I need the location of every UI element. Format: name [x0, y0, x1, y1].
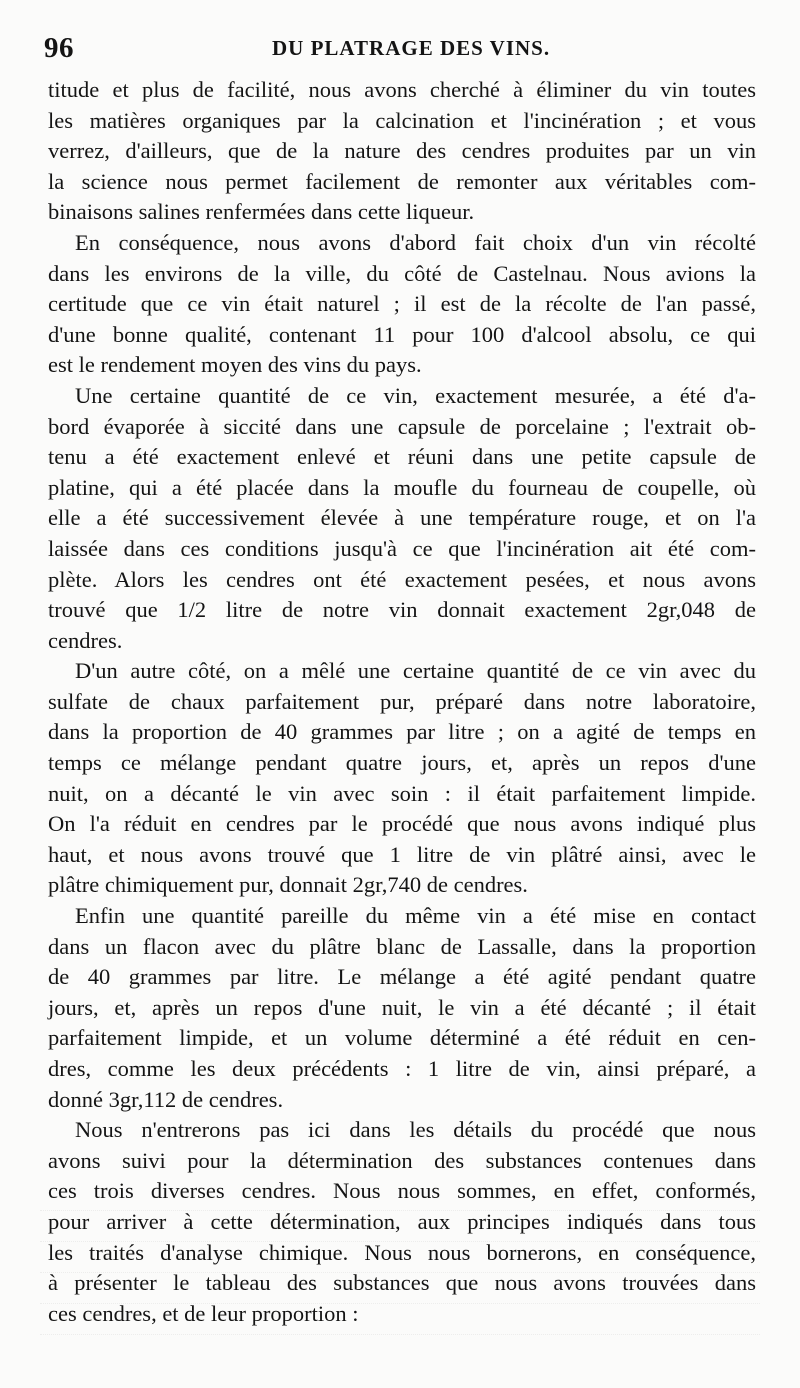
text-line: dans les environs de la ville, du côté de Castelnau. Nous avions la	[48, 260, 756, 286]
text-line: Une certaine quantité de ce vin, exactement mesurée, a été d'a-	[75, 382, 756, 408]
text-line: avons suivi pour la détermination des substances contenues dans	[48, 1147, 756, 1173]
text-line: dans la proportion de 40 grammes par litre ; on a agité de temps en	[48, 719, 756, 745]
paragraph	[48, 656, 756, 901]
text-line: elle a été successivement élevée à une température rouge, et on l'a	[48, 505, 756, 531]
text-line: cendres.	[48, 627, 123, 653]
paragraph	[48, 901, 756, 1115]
text-line: temps ce mélange pendant quatre jours, et, après un repos d'une	[48, 750, 756, 776]
text-line: dres, comme les deux précédents : 1 litre de vin, ainsi préparé, a	[48, 1056, 756, 1081]
text-line: pour arriver à cette détermination, aux principes indiqués dans tous	[48, 1208, 756, 1234]
running-title: DU PLATRAGE DES VINS.	[272, 36, 551, 60]
text-line: trouvé que 1/2 litre de notre vin donnait exactement 2gr,048 de	[48, 597, 756, 623]
text-line: à présenter le tableau des substances que nous avons trouvées dans	[48, 1270, 756, 1296]
text-line: la science nous permet facilement de remonter aux véritables com-	[48, 168, 756, 194]
show-through-text	[40, 1180, 760, 1340]
text-line: de 40 grammes par litre. Le mélange a été agité pendant quatre	[48, 964, 756, 990]
text-line: ces cendres, et de leur proportion :	[48, 1300, 359, 1326]
text-line: verrez, d'ailleurs, que de la nature des cendres produites par un vin	[48, 138, 756, 164]
text-line: est le rendement moyen des vins du pays.	[48, 352, 422, 378]
paragraph	[48, 75, 756, 228]
text-line: En conséquence, nous avons d'abord fait choix d'un vin récolté	[75, 229, 756, 255]
text-line: plâtre chimiquement pur, donnait 2gr,740 de cendres.	[48, 872, 528, 898]
paragraph	[48, 381, 756, 656]
page-header	[44, 32, 756, 68]
text-line: nuit, on a décanté le vin avec soin : il était parfaitement limpide.	[48, 780, 756, 806]
text-line: laissée dans ces conditions jusqu'à ce que l'incinération ait été com-	[48, 535, 756, 561]
text-line: bord évaporée à siccité dans une capsule de porcelaine ; l'extrait ob-	[48, 413, 756, 439]
paragraph	[48, 228, 756, 381]
text-line: titude et plus de facilité, nous avons cherché à éliminer du vin toutes	[48, 77, 756, 102]
text-line: D'un autre côté, on a mêlé une certaine quantité de ce vin avec du	[75, 658, 756, 684]
text-line: ces trois diverses cendres. Nous nous sommes, en effet, conformés,	[48, 1178, 756, 1204]
text-line: binaisons salines renfermées dans cette liqueur.	[48, 199, 475, 225]
text-line: certitude que ce vin était naturel ; il est de la récolte de l'an passé,	[48, 291, 756, 317]
text-line: jours, et, après un repos d'une nuit, le vin a été décanté ; il était	[48, 994, 756, 1020]
text-line: d'une bonne qualité, contenant 11 pour 100 d'alcool absolu, ce qui	[48, 321, 756, 347]
text-line: parfaitement limpide, et un volume déterminé a été réduit en cen-	[48, 1025, 756, 1051]
text-line: On l'a réduit en cendres par le procédé que nous avons indiqué plus	[48, 811, 756, 837]
text-line: tenu a été exactement enlevé et réuni dans une petite capsule de	[48, 444, 756, 470]
text-line: Enfin une quantité pareille du même vin a été mise en contact	[75, 903, 756, 929]
text-line: plète. Alors les cendres ont été exactement pesées, et nous avons	[48, 566, 756, 592]
text-line: donné 3gr,112 de cendres.	[48, 1086, 284, 1112]
text-line: dans un flacon avec du plâtre blanc de Lassalle, dans la proportion	[48, 933, 756, 959]
page-body	[48, 75, 756, 1329]
page-number: 96	[44, 32, 74, 64]
text-line: les traités d'analyse chimique. Nous nous bornerons, en conséquence,	[48, 1239, 756, 1265]
text-line: haut, et nous avons trouvé que 1 litre de vin plâtré ainsi, avec le	[48, 841, 756, 867]
text-line: Nous n'entrerons pas ici dans les détails du procédé que nous	[75, 1117, 756, 1143]
text-line: platine, qui a été placée dans la moufle du fourneau de coupelle, où	[48, 474, 756, 500]
text-line: sulfate de chaux parfaitement pur, préparé dans notre laboratoire,	[48, 688, 756, 714]
text-line: les matières organiques par la calcination et l'incinération ; et vous	[48, 107, 756, 133]
